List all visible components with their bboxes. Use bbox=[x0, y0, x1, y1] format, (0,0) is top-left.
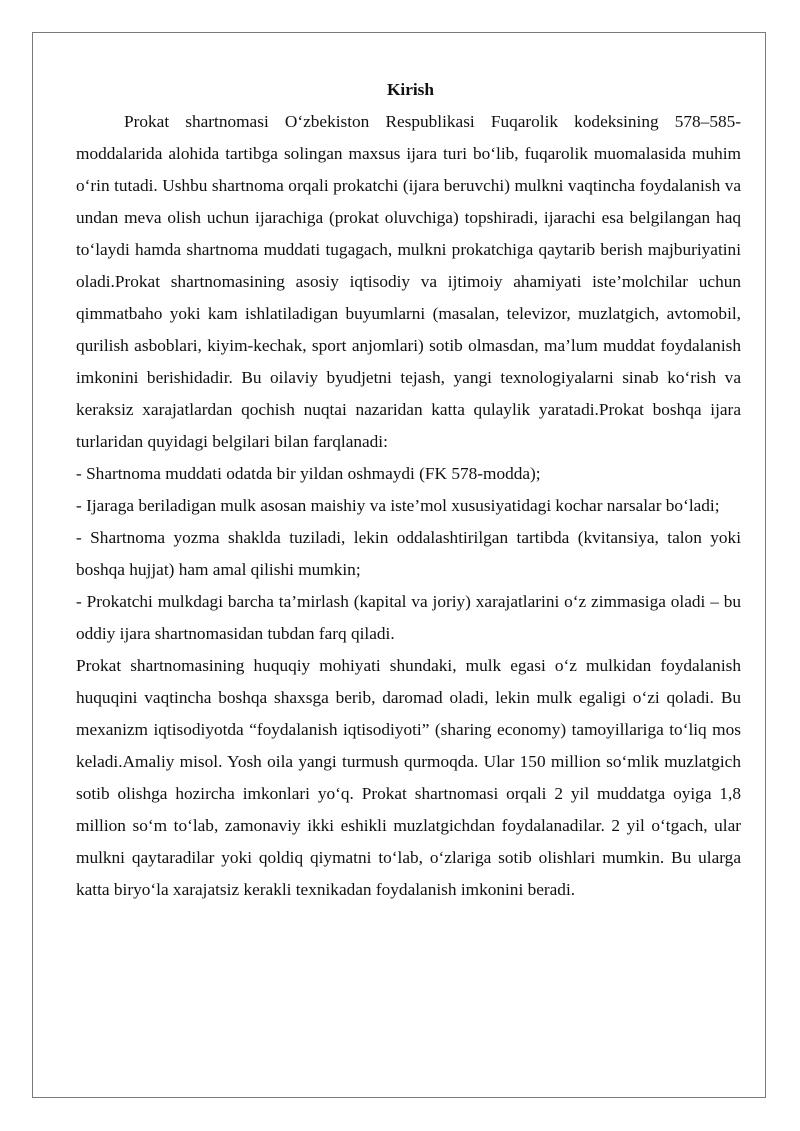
list-item-form: - Shartnoma yozma shaklda tuziladi, lekin oddalashtirilgan tartibda (kvitansiya, talon yoki boshqa hujjat) ham amal qilishi mumkin; bbox=[76, 528, 741, 579]
list-item-property: - Ijaraga beriladigan mulk asosan maishiy va iste’mol xususiyatidagi kochar narsalar bo‘ladi; bbox=[76, 496, 720, 515]
intro-paragraph: Prokat shartnomasi O‘zbekiston Respublikasi Fuqarolik kodeksining 578–585-moddalarida alohida tartibga solingan maxsus ijara turi bo‘lib, fuqarolik muomalasida muhim o‘rin tutadi. Ushbu shartnoma orqali prokatchi (ijara beruvchi) mulkni vaqtincha foydalanish va undan meva olish uchun ijarachiga (prokat oluvchiga) topshiradi, ijarachi esa belgilangan haq to‘laydi hamda shartnoma muddati tugagach, mulkni prokatchiga qaytarib berish majburiyatini oladi.Prokat shartnomasining asosiy iqtisodiy va ijtimoiy ahamiyati iste’molchilar uchun qimmatbaho yoki kam ishlatiladigan buyumlarni (masalan, televizor, muzlatgich, avtomobil, qurilish asboblari, kiyim-kechak, sport anjomlari) sotib olmasdan, ma’lum muddat foydalanish imkonini berishidadir. Bu oilaviy byudjetni tejash, yangi texnologiyalarni sinab ko‘rish va keraksiz xarajatlardan qochish nuqtai nazaridan katta qulaylik yaratadi.Prokat boshqa ijara turlaridan quyidagi belgilari bilan farqlanadi: bbox=[76, 112, 741, 451]
list-item-repair: - Prokatchi mulkdagi barcha ta’mirlash (kapital va joriy) xarajatlarini o‘z zimmasiga oladi – bu oddiy ijara shartnomasidan tubdan farq qiladi. bbox=[76, 592, 741, 643]
essence-paragraph: Prokat shartnomasining huquqiy mohiyati shundaki, mulk egasi o‘z mulkidan foydalanish huquqini vaqtincha boshqa shaxsga berib, daromad oladi, lekin mulk egaligi o‘zi qoladi. Bu mexanizm iqtisodiyotda “foydalanish iqtisodiyoti” (sharing economy) tamoyillariga to‘liq mos keladi.Amaliy misol. Yosh oila yangi turmush qurmoqda. Ular 150 million so‘mlik muzlatgich sotib olishga hozircha imkonlari yo‘q. Prokat shartnomasi orqali 2 yil muddatga oyiga 1,8 million so‘m to‘lab, zamonaviy ikki eshikli muzlatgichdan foydalanadilar. 2 yil o‘tgach, ular mulkni qaytaradilar yoki qoldiq qiymatni to‘lab, o‘zlariga sotib olishlari mumkin. Bu ularga katta biryo‘la xarajatsiz kerakli texnikadan foydalanish imkonini beradi. bbox=[76, 656, 741, 899]
list-item-term: - Shartnoma muddati odatda bir yildan oshmaydi (FK 578-modda); bbox=[76, 464, 541, 483]
document-title: Kirish bbox=[386, 80, 435, 99]
document-body bbox=[76, 74, 741, 906]
